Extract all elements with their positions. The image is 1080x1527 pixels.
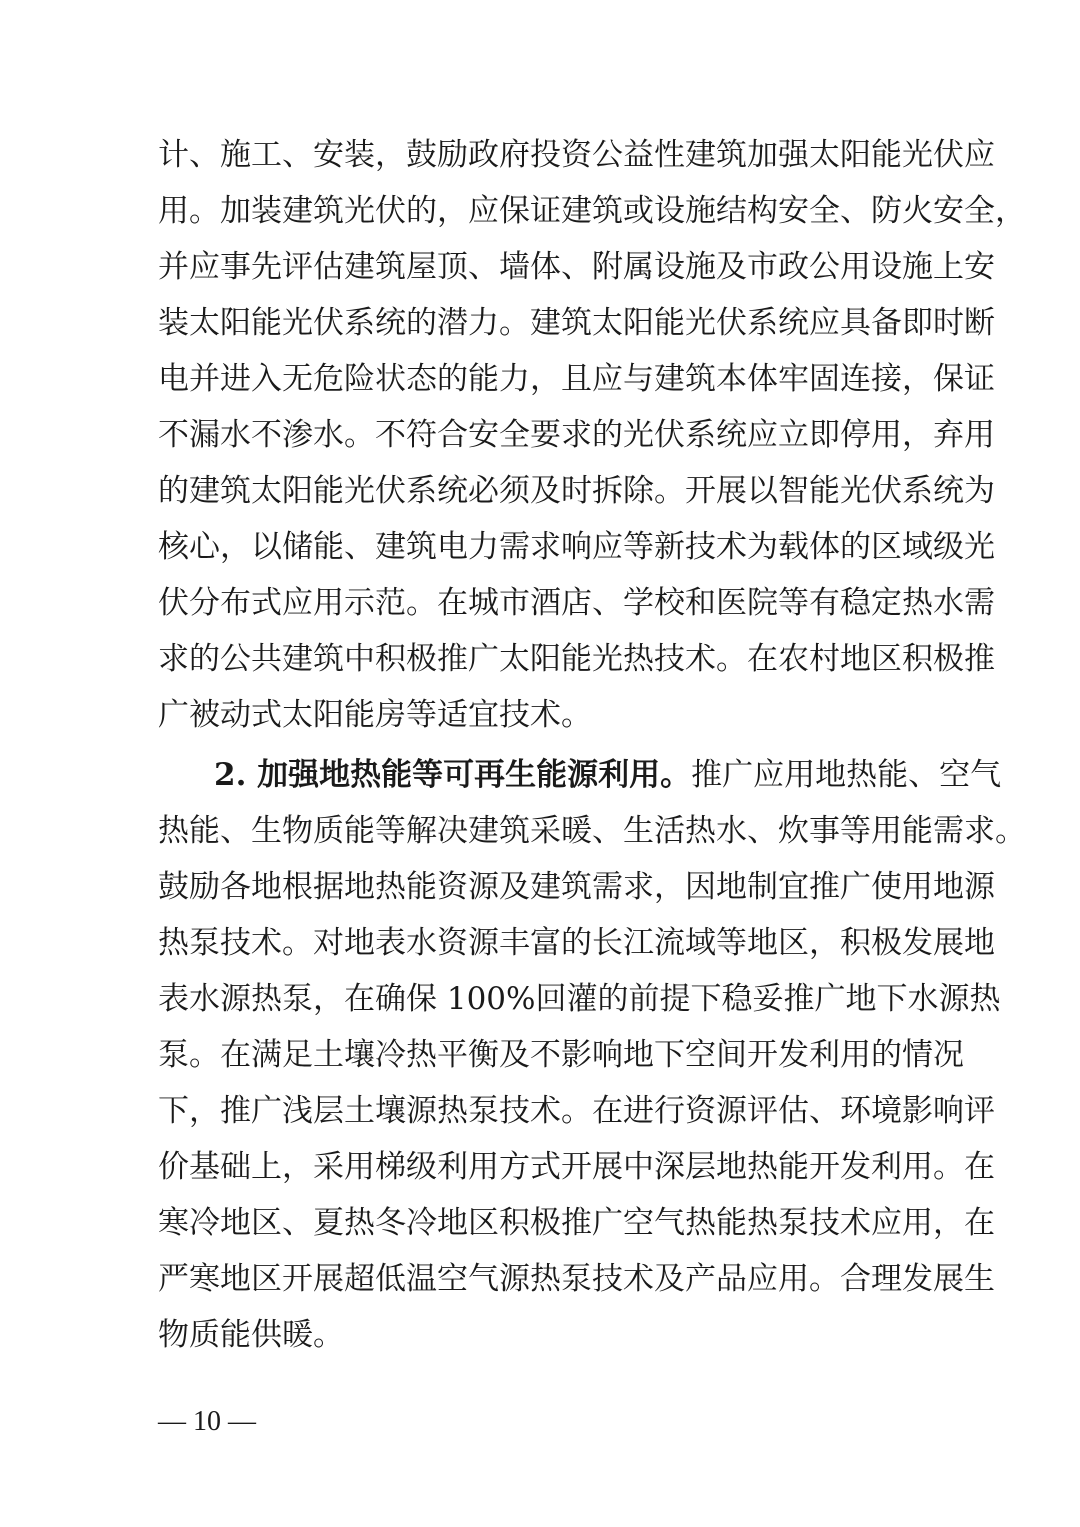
text-line: 电并进入无危险状态的能力，且应与建筑本体牢固连接，保证: [158, 361, 995, 397]
text-line: 严寒地区开展超低温空气源热泵技术及产品应用。合理发展生: [158, 1261, 995, 1297]
section-heading: 2. 加强地热能等可再生能源利用。: [214, 757, 692, 793]
text-line: 泵。在满足土壤冷热平衡及不影响地下空间开发利用的情况: [158, 1037, 964, 1073]
text-line: 并应事先评估建筑屋顶、墙体、附属设施及市政公用设施上安: [158, 249, 995, 285]
text-line: 热泵技术。对地表水资源丰富的长江流域等地区，积极发展地: [158, 925, 995, 961]
text-line: 价基础上，采用梯级利用方式开展中深层地热能开发利用。在: [158, 1149, 995, 1185]
text-line: 广被动式太阳能房等适宜技术。: [158, 697, 592, 733]
page-number: — 10 —: [158, 1406, 256, 1437]
text-line: 装太阳能光伏系统的潜力。建筑太阳能光伏系统应具备即时断: [158, 305, 995, 341]
text-line: 的建筑太阳能光伏系统必须及时拆除。开展以智能光伏系统为: [158, 473, 995, 509]
text-line: 下，推广浅层土壤源热泵技术。在进行资源评估、环境影响评: [158, 1093, 995, 1129]
text-line: 表水源热泵，在确保 100%回灌的前提下稳妥推广地下水源热: [158, 981, 1001, 1017]
text-line: 求的公共建筑中积极推广太阳能光热技术。在农村地区积极推: [158, 641, 995, 677]
text-line: 核心，以储能、建筑电力需求响应等新技术为载体的区域级光: [158, 529, 995, 565]
text-line: 鼓励各地根据地热能资源及建筑需求，因地制宜推广使用地源: [158, 869, 995, 905]
text-line: 计、施工、安装，鼓励政府投资公益性建筑加强太阳能光伏应: [158, 137, 995, 173]
text-line: 用。加装建筑光伏的，应保证建筑或设施结构安全、防火安全，: [158, 193, 1026, 229]
text-line: 不漏水不渗水。不符合安全要求的光伏系统应立即停用，弃用: [158, 417, 995, 453]
text-line: 热能、生物质能等解决建筑采暖、生活热水、炊事等用能需求。: [158, 813, 1026, 849]
text-line: 寒冷地区、夏热冬冷地区积极推广空气热能热泵技术应用，在: [158, 1205, 995, 1241]
text-run: 推广应用地热能、空气: [691, 757, 1002, 793]
paragraph-first-line: [214, 755, 1002, 795]
text-line: 物质能供暖。: [158, 1317, 344, 1353]
text-line: 伏分布式应用示范。在城市酒店、学校和医院等有稳定热水需: [158, 585, 995, 621]
